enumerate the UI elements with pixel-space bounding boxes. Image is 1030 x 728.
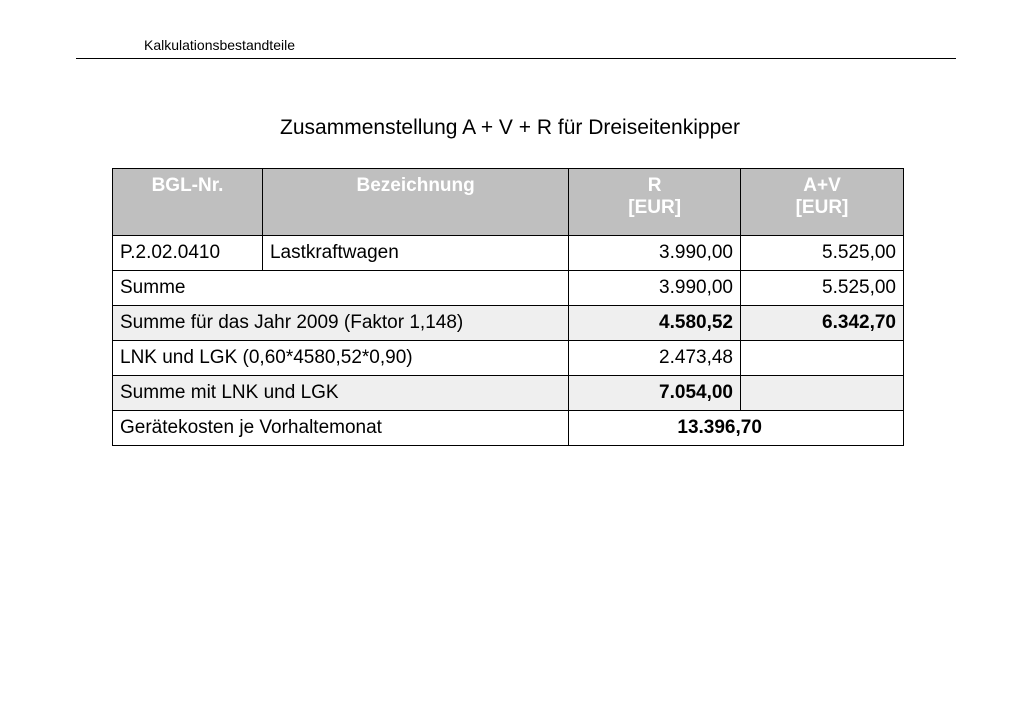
document-title: Zusammenstellung A + V + R für Dreiseitenkipper: [280, 116, 740, 139]
cell-summe-jahr-r: 4.580,52: [569, 306, 741, 341]
column-header-av-label: A+V: [803, 175, 841, 196]
table-row-lnk: [113, 341, 904, 376]
table-header-row: [113, 169, 904, 236]
column-header-av-unit: [EUR]: [795, 197, 849, 218]
cell-summe-lnk-label: Summe mit LNK und LGK: [113, 376, 569, 411]
cell-lnk-av: [741, 341, 904, 376]
cell-summe-av: 5.525,00: [741, 271, 904, 306]
column-header-r: [569, 169, 741, 236]
table-row-summe-lnk: [113, 376, 904, 411]
column-header-r-label: R: [647, 175, 662, 196]
cell-summe-r: 3.990,00: [569, 271, 741, 306]
cell-item-r: 3.990,00: [569, 236, 741, 271]
cell-geraetekosten-value: 13.396,70: [569, 411, 904, 446]
cell-summe-jahr-label: Summe für das Jahr 2009 (Faktor 1,148): [113, 306, 569, 341]
header-divider: [76, 58, 956, 59]
table-row-geraetekosten: [113, 411, 904, 446]
column-header-bezeichnung: [262, 169, 568, 236]
cell-item-av: 5.525,00: [741, 236, 904, 271]
cell-summe-lnk-av: [741, 376, 904, 411]
column-header-bgl-label: BGL-Nr.: [151, 175, 224, 196]
column-header-bezeichnung-label: Bezeichnung: [356, 175, 475, 196]
cell-bezeichnung: Lastkraftwagen: [262, 236, 568, 271]
cell-lnk-r: 2.473,48: [569, 341, 741, 376]
section-header: Kalkulationsbestandteile: [144, 37, 295, 53]
table-row-summe: [113, 271, 904, 306]
cell-bgl-number: P.2.02.0410: [113, 236, 263, 271]
table-row-summe-jahr: [113, 306, 904, 341]
cell-geraetekosten-label: Gerätekosten je Vorhaltemonat: [113, 411, 569, 446]
table-row-item: [113, 236, 904, 271]
column-header-bgl: [113, 169, 263, 236]
cell-summe-lnk-r: 7.054,00: [569, 376, 741, 411]
cell-lnk-label: LNK und LGK (0,60*4580,52*0,90): [113, 341, 569, 376]
column-header-r-unit: [EUR]: [628, 197, 682, 218]
cell-summe-label: Summe: [113, 271, 569, 306]
cell-summe-jahr-av: 6.342,70: [741, 306, 904, 341]
column-header-av: [741, 169, 904, 236]
cost-table: [112, 168, 904, 446]
